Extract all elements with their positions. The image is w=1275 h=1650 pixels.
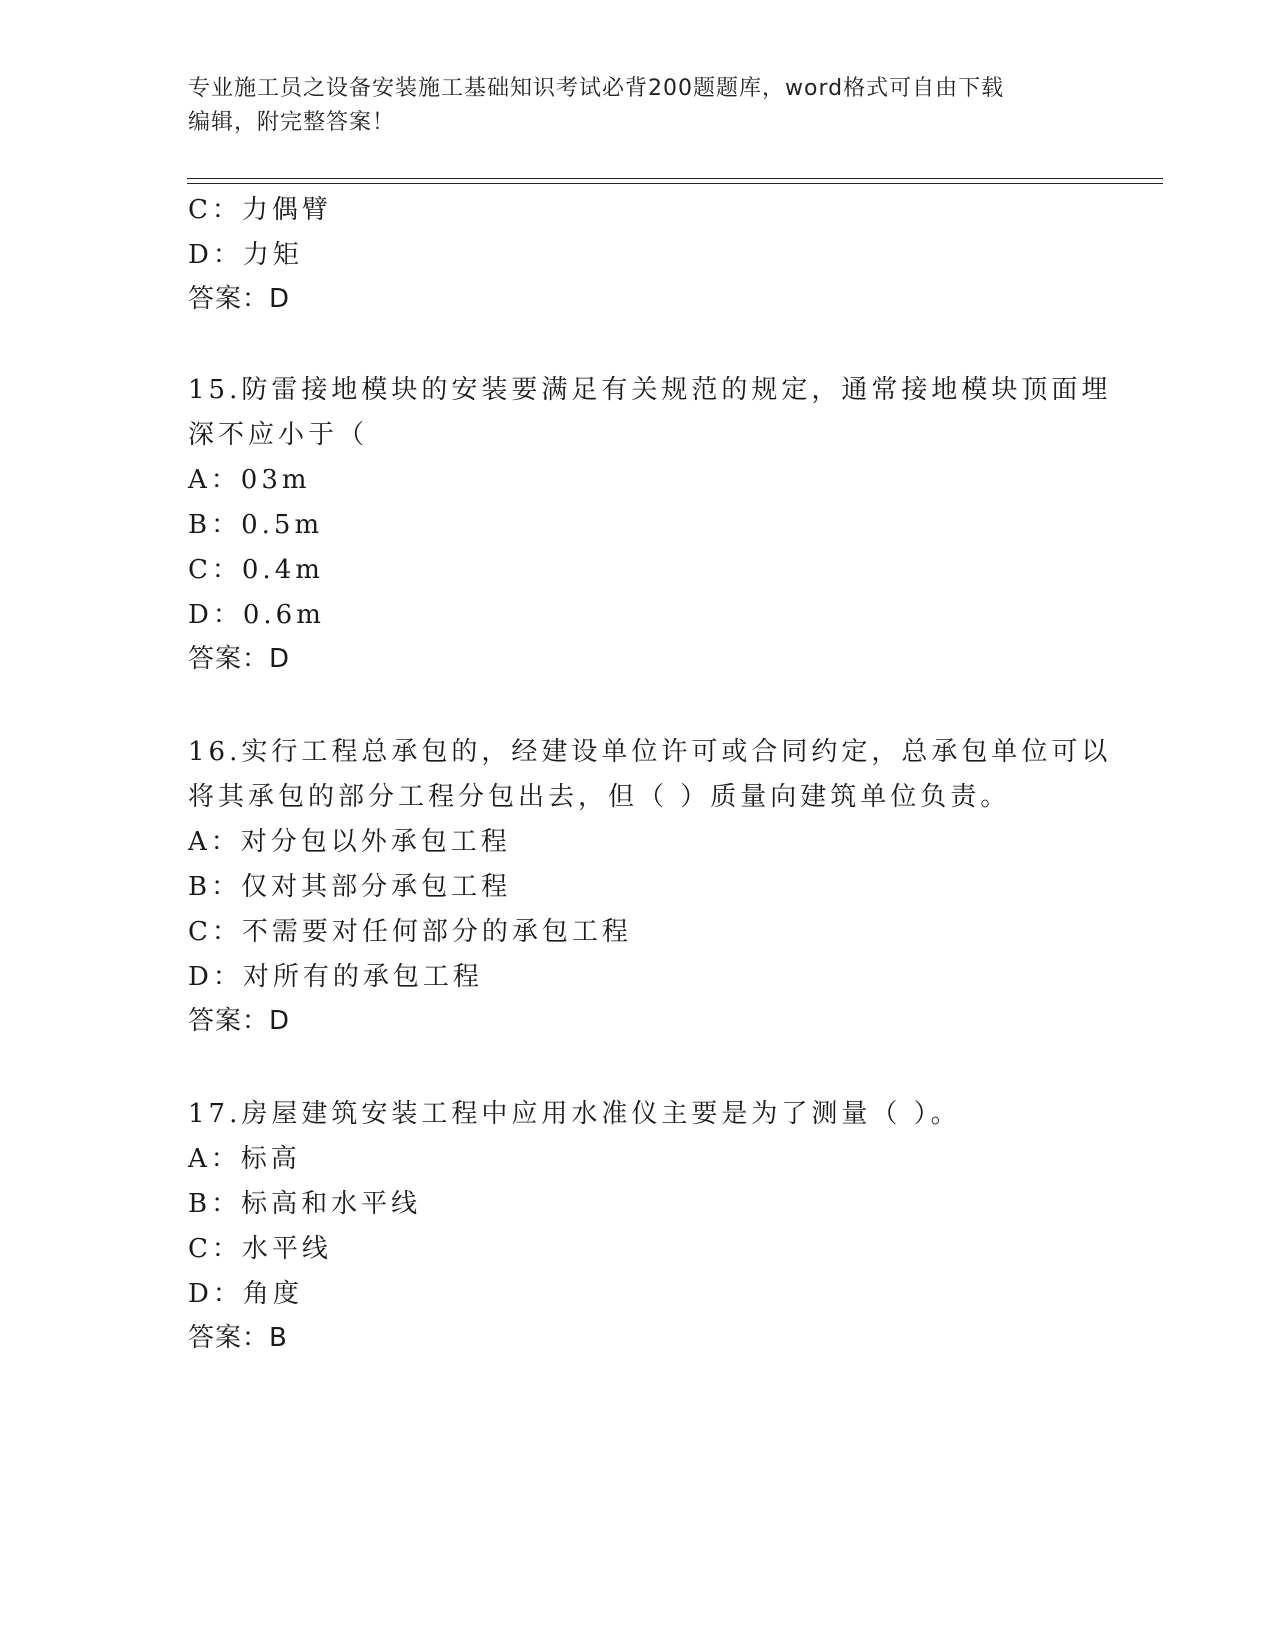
q17-answer: 答案：B	[188, 1323, 288, 1353]
q14-option-c: C：力偶臂	[188, 195, 332, 225]
q15-stem-line1: 15.防雷接地模块的安装要满足有关规范的规定，通常接地模块顶面埋	[188, 375, 1112, 405]
q17-stem-line1: 17.房屋建筑安装工程中应用水准仪主要是为了测量（ ）。	[188, 1099, 961, 1129]
q17-option-c: C：水平线	[188, 1234, 332, 1264]
q14-option-d: D：力矩	[188, 240, 303, 270]
q16-stem-line2: 将其承包的部分工程分包出去，但（ ）质量向建筑单位负责。	[188, 782, 1011, 812]
header-rule-bottom	[187, 183, 1163, 184]
q16-option-c: C：不需要对任何部分的承包工程	[188, 917, 632, 947]
q15-option-a: A：03m	[188, 465, 311, 495]
header-title-line1: 专业施工员之设备安装施工基础知识考试必背200题题库，word格式可自由下载	[188, 76, 1005, 101]
q14-answer: 答案：D	[188, 284, 291, 314]
document-header	[188, 72, 1088, 140]
q16-option-b: B：仅对其部分承包工程	[188, 872, 512, 902]
header-title-line2: 编辑，附完整答案！	[188, 110, 396, 135]
q15-stem-line2: 深不应小于（	[188, 420, 369, 450]
q17-option-a: A：标高	[188, 1144, 301, 1174]
q17-option-b: B：标高和水平线	[188, 1189, 422, 1219]
q15-option-c: C：0.4m	[188, 555, 324, 585]
q16-option-a: A：对分包以外承包工程	[188, 827, 511, 857]
q16-option-d: D：对所有的承包工程	[188, 962, 483, 992]
q17-option-d: D：角度	[188, 1279, 303, 1309]
q15-answer: 答案：D	[188, 644, 291, 674]
q16-answer: 答案：D	[188, 1006, 291, 1036]
q16-stem-line1: 16.实行工程总承包的，经建设单位许可或合同约定，总承包单位可以	[188, 737, 1112, 767]
header-rule-top	[187, 178, 1163, 179]
q15-option-b: B：0.5m	[188, 510, 324, 540]
q15-option-d: D：0.6m	[188, 600, 325, 630]
